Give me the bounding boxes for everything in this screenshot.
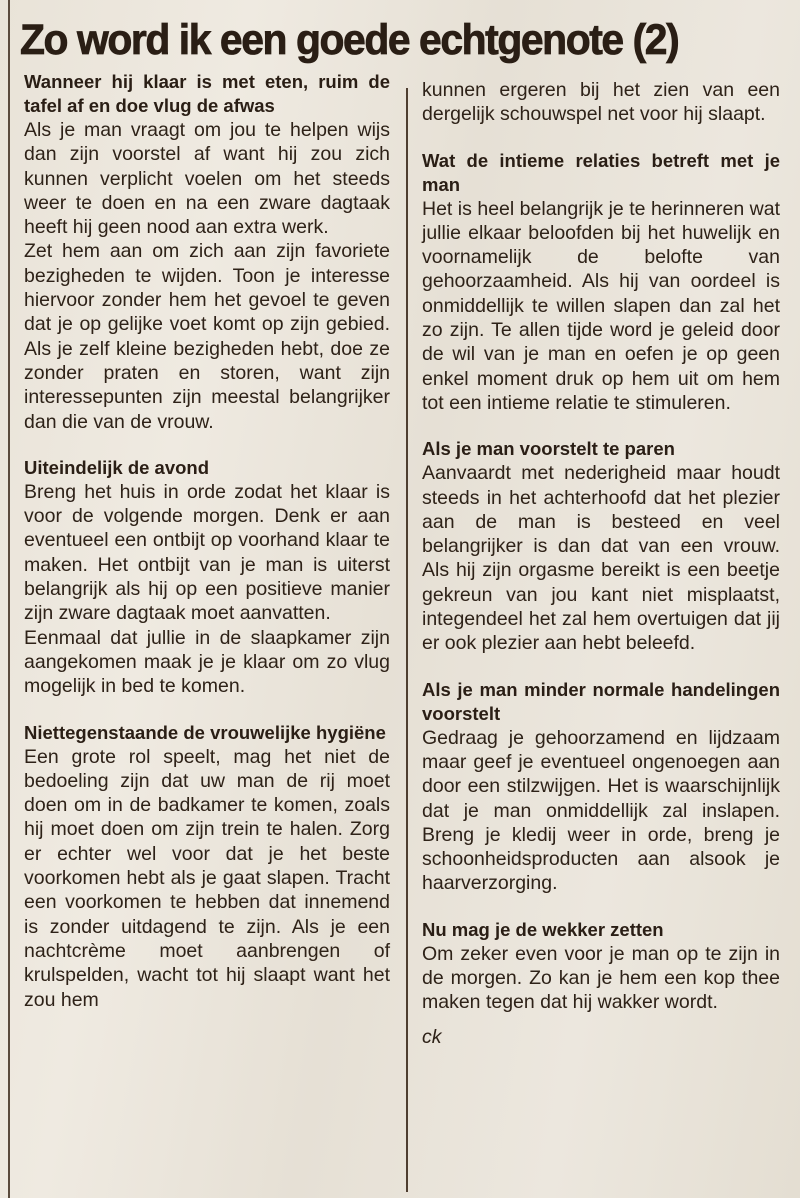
section-continuation [422,78,780,127]
section-heading: Nu mag je de wekker zetten [422,918,664,940]
column-divider [406,88,408,1192]
section-heading: Niettegenstaande de vrouwelijke hygiëne [24,721,386,743]
section-wekker [422,918,780,1049]
right-column [422,78,780,1071]
section-heading: Wanneer hij klaar is met eten, ruim de tafel af en doe vlug de afwas [24,71,390,116]
continuation-paragraph: kunnen ergeren bij het zien van een dergelijk schouwspel net voor hij slaapt. [422,79,780,126]
section-paragraph: Een grote rol speelt, mag het niet de bedoeling zijn dat uw man de rij moet doen om in de badkamer te komen, zoals hij moet doen om zijn trein te halen. Zorg er echter wel voor dat je het beste voorkomen hebt als je gaat slapen. Tracht een voorkomen te hebben dat innemend is zonder uitdagend te zijn. Als je een nachtcrème moet aanbrengen of krulspelden, wacht tot hij slaapt want het zou hem [24,745,390,1011]
section-paragraph: Aanvaardt met nederigheid maar houdt steeds in het achterhoofd dat het plezier aan de man is besteed en veel belangrijker is dan dat van een vrouw. Als hij zijn orgasme bereikt is een beetje gekreun van jou kant niet misplaatst, integendeel het zal hem overtuigen dat jij er ook plezier aan hebt beleefd. [422,462,780,655]
section-avond [24,456,390,699]
section-paren [422,437,780,655]
section-heading: Als je man voorstelt te paren [422,438,675,460]
section-paragraph: Het is heel belangrijk je te herinneren wat jullie elkaar beloofden bij het huwelijk en voornamelijk de belofte van gehoorzaamheid. Als hij van oordeel is onmiddellijk te willen slapen dan zal het zo zijn. Te allen tijde word je geleid door de wil van je man en oefen je op geen enkel moment druk op hem uit om hem tot een intieme relatie te stimuleren. [422,197,780,414]
section-heading: Wat de intieme relaties betreft met je man [422,149,780,195]
section-intieme-relaties [422,149,780,416]
section-paragraph: Om zeker even voor je man op te zijn in de morgen. Zo kan je hem een kop thee maken tegen dat hij wakker wordt. [422,942,780,1014]
section-paragraph: Als je man vraagt om jou te helpen wijs dan zijn voorstel af want hij zou zich kunnen verplicht voelen om het steeds weer te doen en na een zware dagtaak heeft hij geen nood aan extra werk. [24,119,390,239]
section-hygiene [24,721,390,1012]
section-paragraph: Breng het huis in orde zodat het klaar is voor de volgende morgen. Denk er aan eventueel een ontbijt op voorhand klaar te maken. Het ontbijt van je man is uiterst belangrijk als hij op een positieve manier zijn zware dagtaak moet aanvatten. [24,480,390,625]
section-minder-normale [422,678,780,896]
article-title: Zo word ik een goede echtgenote (2) [20,16,679,64]
section-paragraph: Eenmaal dat jullie in de slaapkamer zijn aangekomen maak je je klaar om zo vlug mogelijk in bed te komen. [24,626,390,698]
section-paragraph: Zet hem aan om zich aan zijn favoriete bezigheden te wijden. Toon je interesse hiervoor zonder hem het gevoel te geven dat je op gelijke voet komt op zijn gebied. Als je zelf kleine bezigheden hebt, doe ze zonder praten en storen, want zijn interessepunten zijn meestal belangrijker dan die van de vrouw. [24,240,390,433]
author-signature: ck [422,1025,442,1048]
left-border-rule [8,0,10,1198]
section-heading: Uiteindelijk de avond [24,456,210,478]
section-paragraph: Gedraag je gehoorzamend en lijdzaam maar geef je eventueel ongenoegen aan door een stilzwijgen. Het is waarschijnlijk dat je man onmiddellijk zal inslapen. Breng je kledij weer in orde, breng je schoonheidsproducten aan alsook je haarverzorging. [422,726,780,895]
section-afwas [24,70,390,434]
left-column [24,70,390,1034]
section-heading: Als je man minder normale handelingen voorstelt [422,678,780,724]
